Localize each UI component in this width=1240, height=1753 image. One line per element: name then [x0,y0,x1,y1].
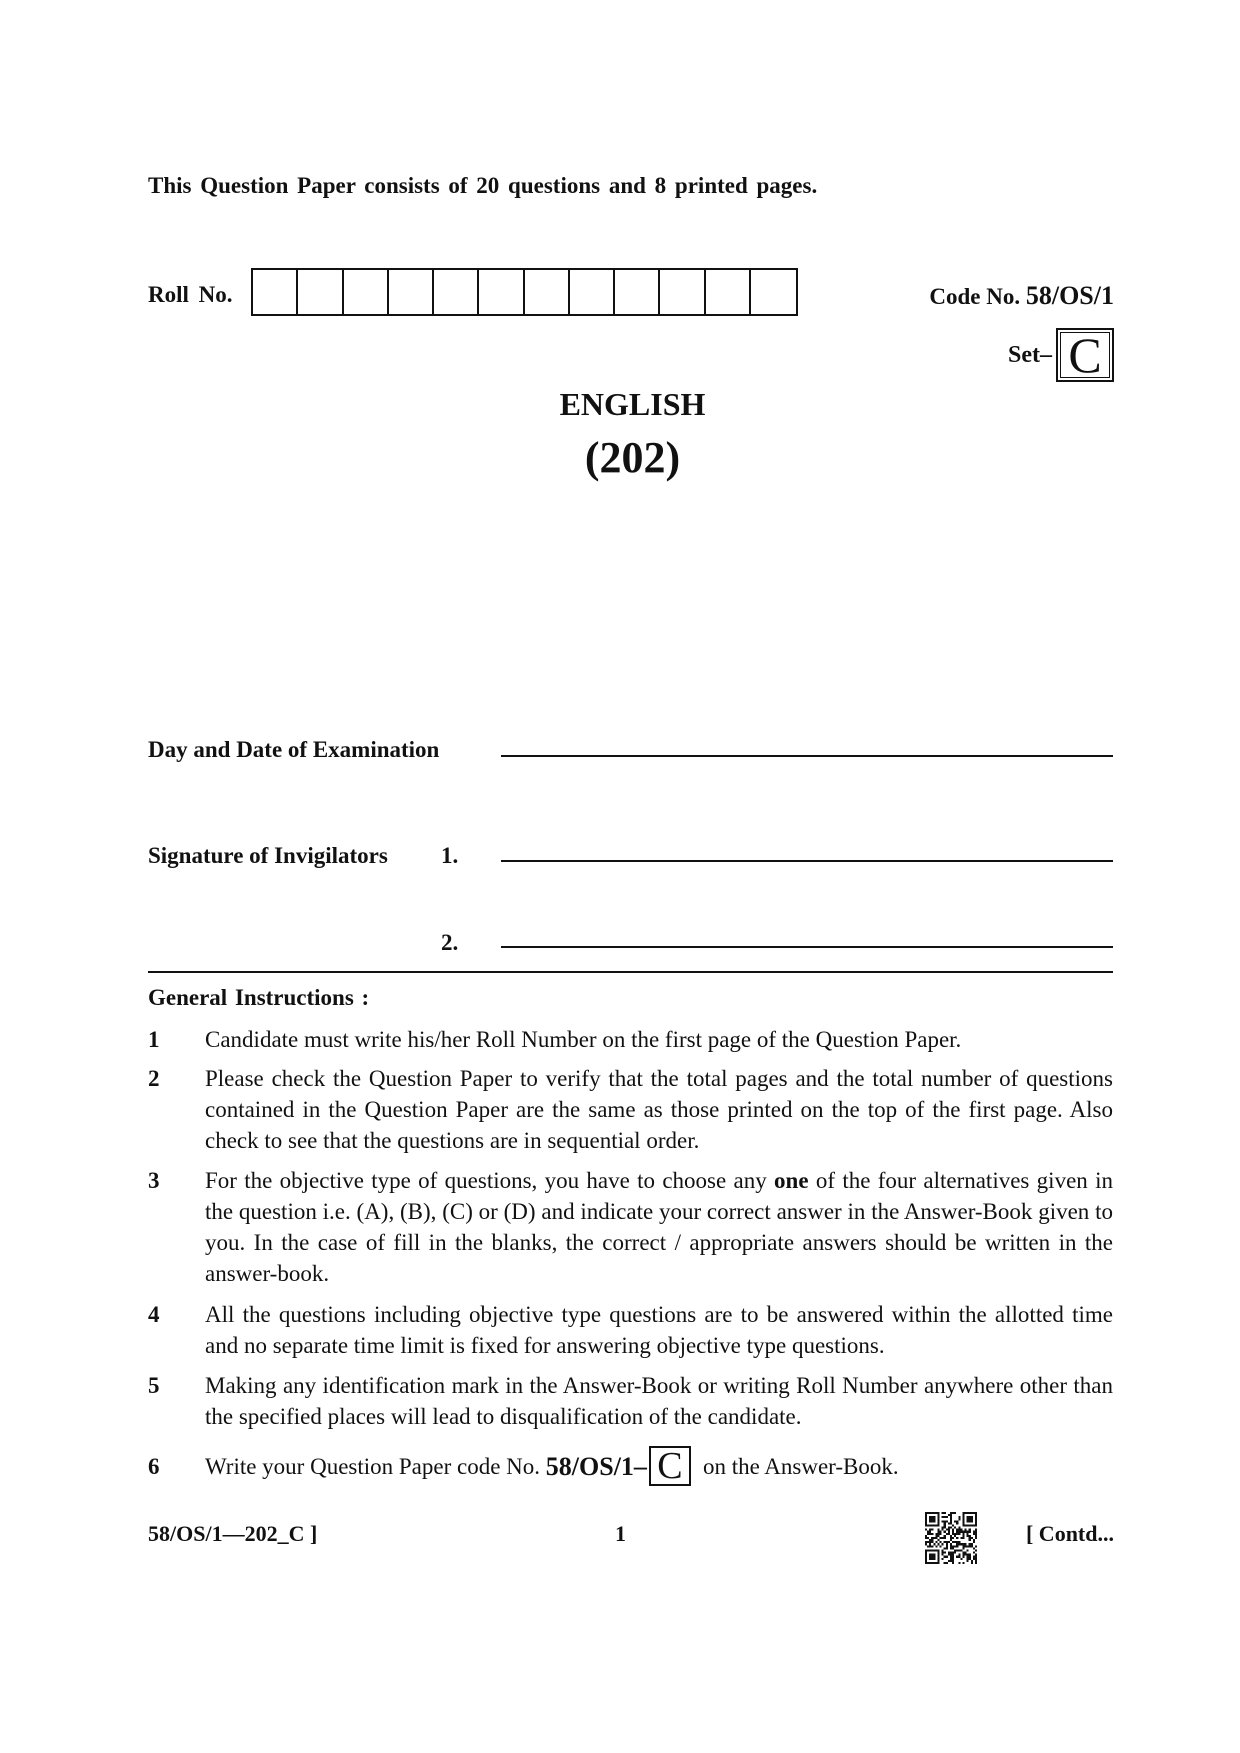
instruction-number: 1 [148,1027,160,1052]
page-number: 1 [615,1521,626,1546]
signature-1-line [501,860,1113,862]
subject-name: ENGLISH [559,386,706,422]
roll-number-label: Roll No. [148,282,233,307]
roll-number-box [479,270,524,314]
instruction-text [205,1446,1113,1486]
instruction-text: Candidate must write his/her Roll Number on the first page of the Question Paper. [205,1027,962,1052]
roll-number-box [344,270,389,314]
instruction-text-before: Write your Question Paper code No. [205,1453,546,1479]
instruction-text: All the questions including objective type questions are to be answered within the allotted time and no separate time limit is fixed for answering objective type questions. [205,1302,1113,1358]
instruction-item [148,1063,1113,1156]
instruction-item [148,1165,1113,1289]
roll-number-box [570,270,615,314]
instruction-number: 6 [148,1453,160,1479]
instruction-set-box: C [649,1446,691,1486]
instruction-text-after: of the four alternatives given in the question i.e. (A), (B), (C) or (D) and indicate your correct answer in the Answer-Book given to you. In the case of fill in the blanks, the correct / appropriate answers should be written in the answer-book. [205,1168,1113,1286]
section-divider [148,971,1113,973]
roll-number-box [615,270,660,314]
instruction-text: Please check the Question Paper to verify that the total pages and the total number of questions contained in the Question Paper are the same as those printed on the top of the first page. Also check to see that the questions are in sequential order. [205,1066,1113,1153]
footer-paper-code: 58/OS/1—202_C ] [148,1521,318,1546]
subject-code: (202) [584,433,681,482]
roll-number-box [660,270,705,314]
day-date-label: Day and Date of Examination [148,737,440,762]
instruction-text: Making any identification mark in the Answer-Book or writing Roll Number anywhere other than the specified places will lead to disqualification of the candidate. [205,1373,1113,1429]
instruction-number: 4 [148,1302,160,1327]
set-box: C [1056,328,1114,382]
header-note: This Question Paper consists of 20 questions and 8 printed pages. [148,173,818,198]
instruction-emphasis: one [774,1168,809,1193]
signature-1-number: 1. [441,843,459,868]
code-number-value: 58/OS/1 [1025,281,1114,310]
code-number [929,281,1114,311]
roll-number-boxes [251,268,798,316]
continued-label: [ Contd... [1025,1521,1114,1546]
instruction-item [148,1024,1113,1055]
day-date-line [501,755,1113,757]
qr-code-icon [925,1512,977,1564]
set-label: Set– [1008,341,1052,368]
instruction-item [148,1370,1113,1432]
code-number-prefix: Code No. [929,284,1021,309]
roll-number-box [706,270,751,314]
roll-number-box [298,270,343,314]
instruction-number: 5 [148,1373,160,1398]
signature-label: Signature of Invigilators [148,843,388,868]
signature-2-line [501,946,1113,948]
set-indicator [1008,328,1114,382]
signature-2-number: 2. [441,930,459,955]
instruction-number: 2 [148,1066,160,1091]
instruction-code: 58/OS/1– [545,1451,647,1481]
roll-number-box [434,270,479,314]
instruction-text [205,1165,1113,1289]
instruction-text-after: on the Answer-Book. [702,1453,899,1479]
instruction-item [148,1299,1113,1361]
roll-number-box [751,270,796,314]
roll-number-box [525,270,570,314]
instruction-item [148,1446,1113,1486]
instruction-text-before: For the objective type of questions, you have to choose any [205,1168,775,1193]
roll-number-box [389,270,434,314]
instruction-number: 3 [148,1168,160,1193]
roll-number-box [253,270,298,314]
instructions-title: General Instructions : [148,985,370,1010]
